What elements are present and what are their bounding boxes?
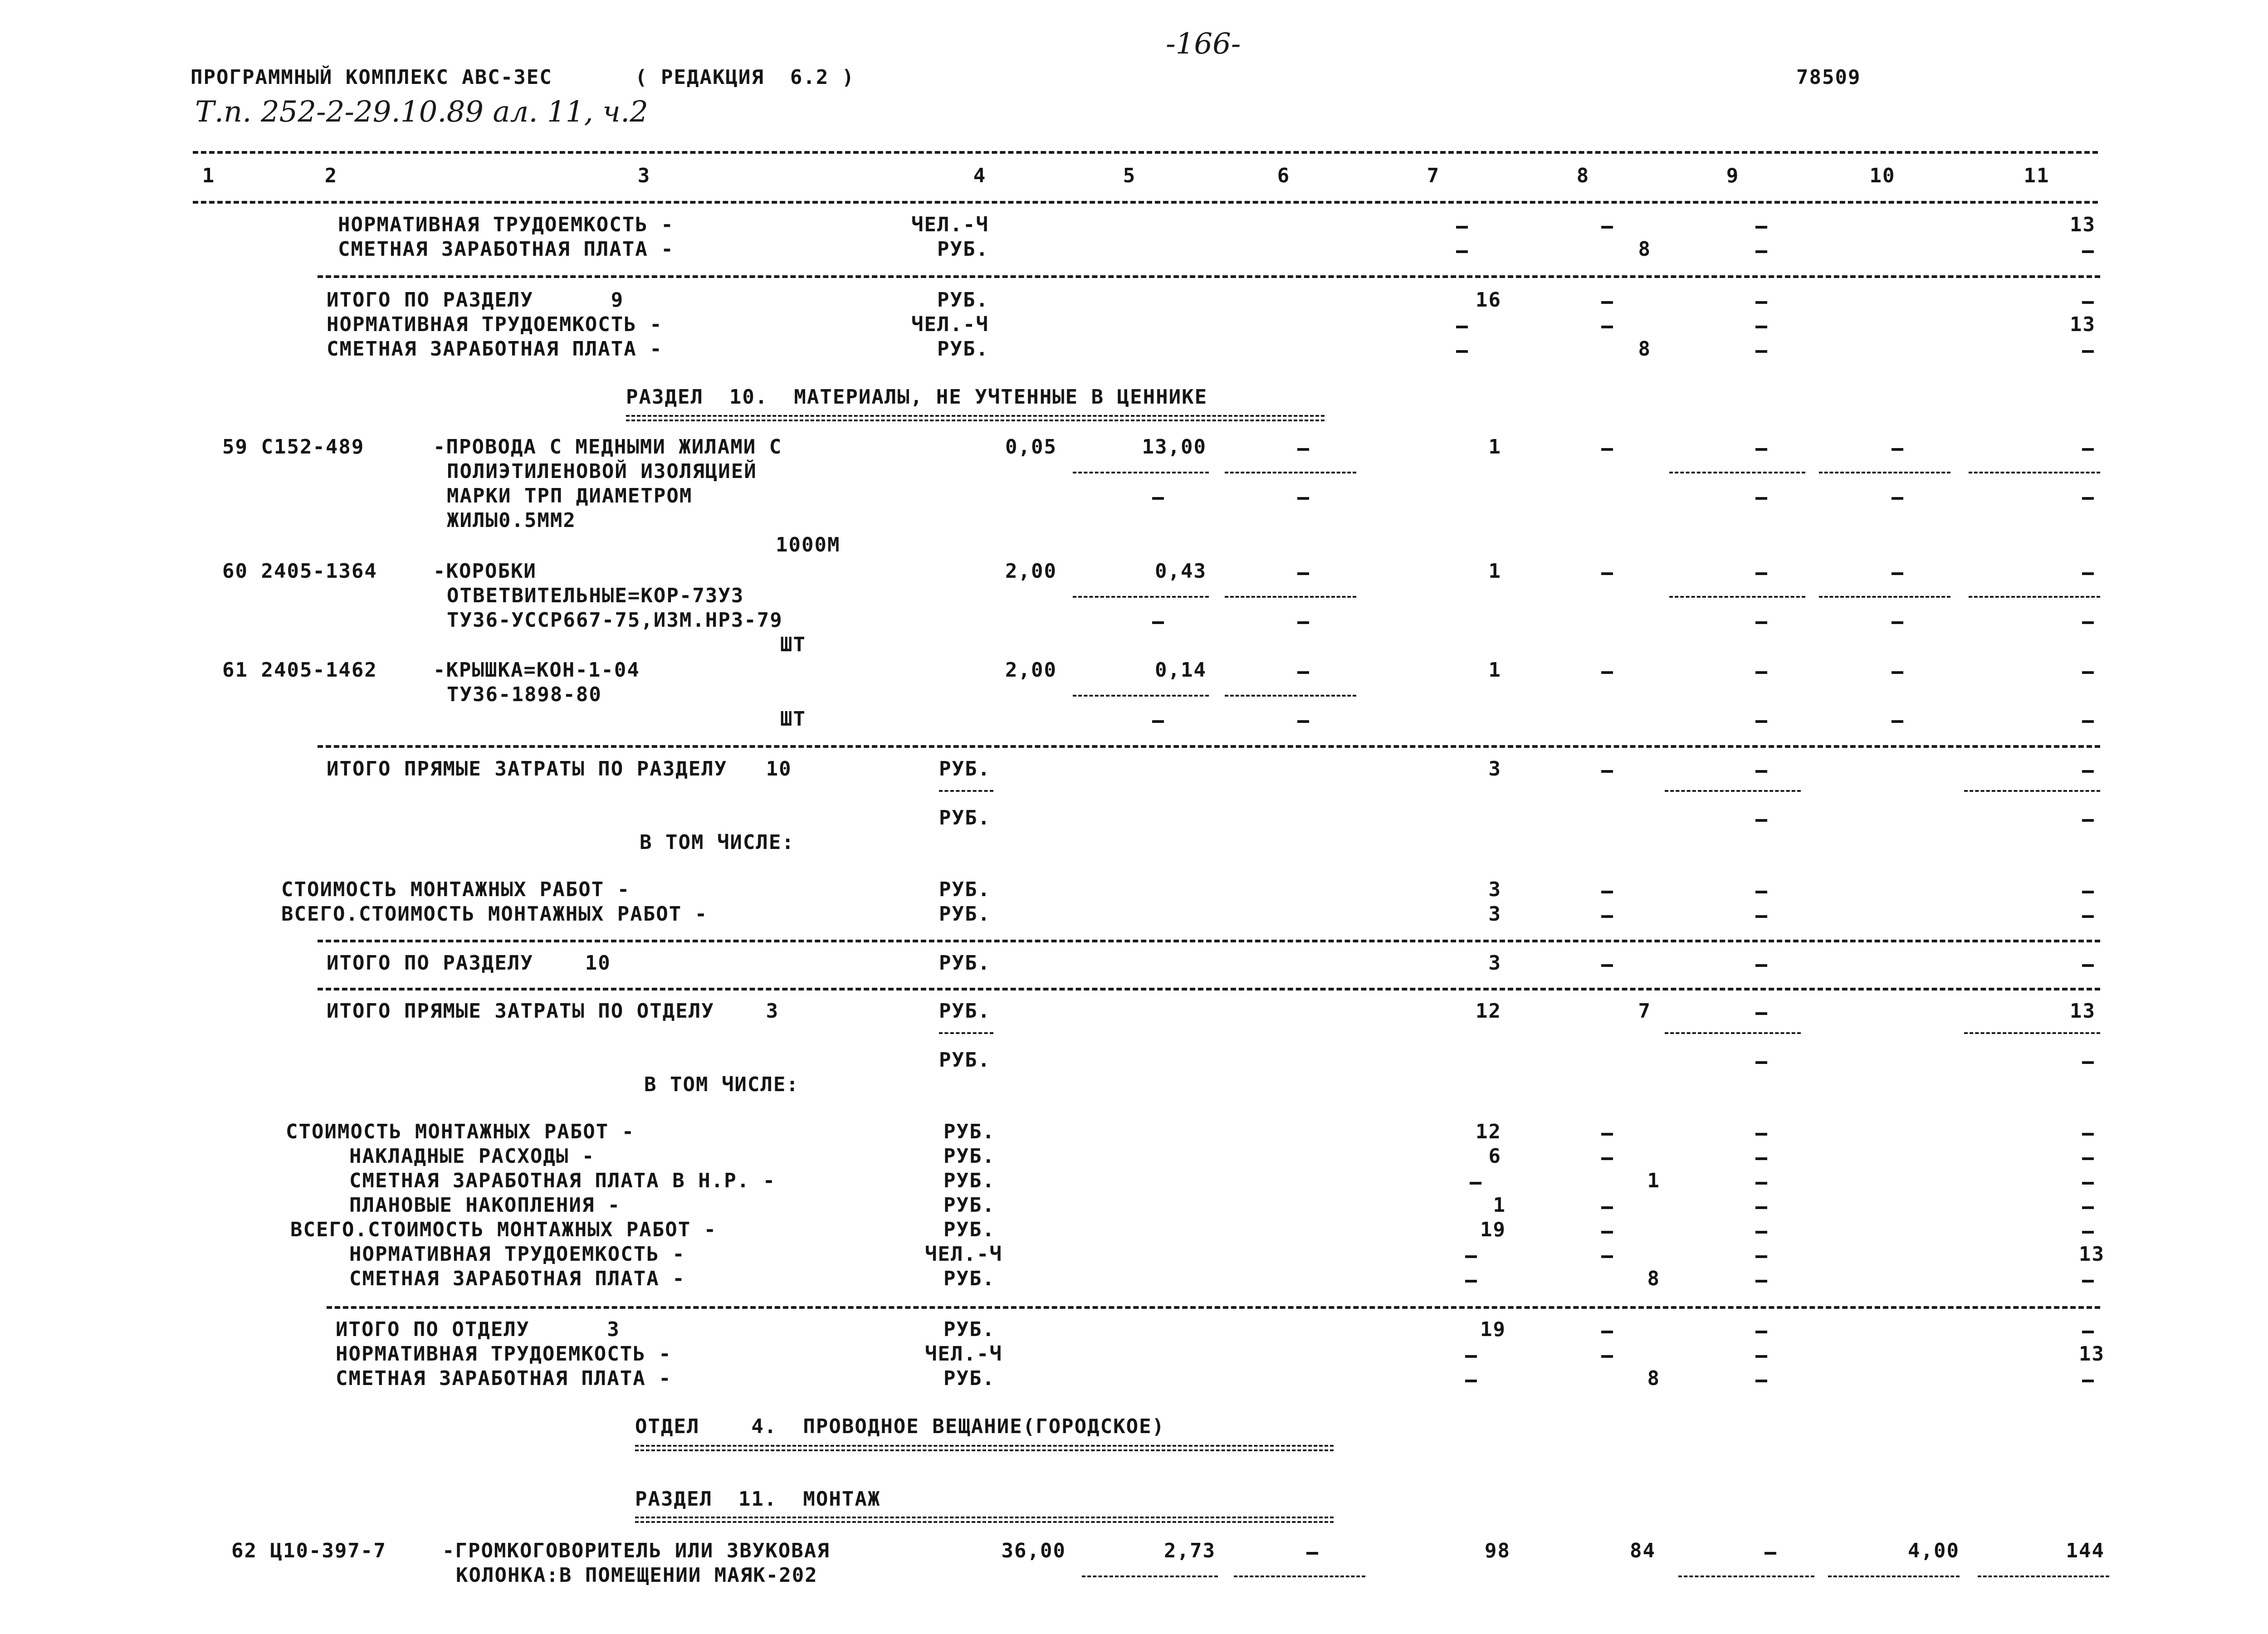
item-number: 61 2405-1462 — [222, 658, 377, 682]
item-qty: 0,05 — [1005, 435, 1057, 458]
row-label: ИТОГО ПО РАЗДЕЛУ 9 — [327, 288, 624, 312]
sub-rule — [1964, 790, 2100, 792]
sub-rule — [1828, 1575, 1960, 1577]
item-description: ЖИЛЫ0.5ММ2 — [447, 509, 576, 532]
item-description: ОТВЕТВИТЕЛЬНЫЕ=КОР-73У3 — [447, 584, 744, 607]
dash-c9 — [1755, 572, 1767, 575]
row-unit: РУБ. — [943, 1120, 995, 1143]
including-label: В ТОМ ЧИСЛЕ: — [640, 831, 795, 854]
row-label: СТОИМОСТЬ МОНТАЖНЫХ РАБОТ - — [281, 878, 631, 901]
dash-c11 — [2082, 1061, 2094, 1064]
value-c7: 12 — [1476, 1120, 1501, 1143]
dash-c11 — [2082, 770, 2094, 773]
section-heading: РАЗДЕЛ 11. МОНТАЖ — [635, 1488, 881, 1511]
dash-c8 — [1601, 1133, 1613, 1136]
col-10: 10 — [1869, 164, 1896, 187]
edition-label: ( РЕДАКЦИЯ 6.2 ) — [635, 66, 855, 89]
value-c7: 3 — [1488, 757, 1501, 780]
sub-rule — [1978, 1575, 2109, 1577]
dash-c9 — [1755, 301, 1767, 304]
row-unit: ЧЕЛ.-Ч — [911, 213, 989, 236]
sub-rule — [939, 790, 993, 792]
dash-c9 — [1755, 1206, 1767, 1209]
dash-c8 — [1601, 915, 1613, 918]
value-c7: 19 — [1480, 1318, 1506, 1341]
dash-c9 — [1755, 1380, 1767, 1382]
dash-c6 — [1297, 448, 1309, 451]
dash-c9 — [1755, 326, 1767, 328]
department-underline — [635, 1445, 1334, 1447]
row-label: НОРМАТИВНАЯ ТРУДОЕМКОСТЬ - — [336, 1342, 672, 1366]
value-c11: 13 — [2079, 1342, 2105, 1366]
sub-rule — [1225, 472, 1356, 473]
value-c8: 8 — [1647, 1267, 1660, 1290]
row-unit: РУБ. — [939, 806, 991, 829]
sub-rule — [1964, 1032, 2100, 1034]
row-unit: РУБ. — [937, 238, 989, 261]
dash-c9 — [1765, 1552, 1776, 1555]
dash-c6 — [1297, 671, 1309, 674]
sub-rule — [1225, 596, 1356, 598]
dash-c9 — [1755, 1157, 1767, 1160]
handwritten-reference: Т.п. 252-2-29.10.89 ал. 11, ч.2 — [195, 95, 648, 129]
row-label: НАКЛАДНЫЕ РАСХОДЫ - — [349, 1145, 595, 1168]
row-label: НОРМАТИВНАЯ ТРУДОЕМКОСТЬ - — [338, 213, 674, 236]
value-c7: 1 — [1488, 560, 1501, 583]
row-label: ИТОГО ПРЯМЫЕ ЗАТРАТЫ ПО ОТДЕЛУ 3 — [327, 1000, 779, 1023]
dash-c11 — [2082, 497, 2094, 500]
row-label: СМЕТНАЯ ЗАРАБОТНАЯ ПЛАТА - — [327, 337, 663, 361]
row-unit: ЧЕЛ.-Ч — [911, 313, 989, 336]
row-unit: РУБ. — [943, 1194, 995, 1217]
row-unit: РУБ. — [943, 1318, 995, 1341]
dash-c8 — [1601, 1231, 1613, 1234]
section-underline — [635, 1517, 1334, 1518]
dash-c8 — [1601, 301, 1613, 304]
row-unit: ЧЕЛ.-Ч — [925, 1243, 1002, 1266]
row-label: ПЛАНОВЫЕ НАКОПЛЕНИЯ - — [349, 1194, 621, 1217]
dash-c8 — [1601, 448, 1613, 451]
item-number: 60 2405-1364 — [222, 560, 377, 583]
row-unit: РУБ. — [939, 878, 991, 901]
value-c10: 4,00 — [1908, 1539, 1960, 1562]
dash-c9 — [1755, 964, 1767, 967]
dash-c6 — [1297, 572, 1309, 575]
dash-c9 — [1755, 448, 1767, 451]
dash-c9 — [1755, 250, 1767, 253]
row-unit: РУБ. — [939, 1049, 991, 1072]
dash-c7 — [1456, 250, 1468, 253]
dash-c11 — [2082, 1133, 2094, 1136]
col-6: 6 — [1277, 164, 1290, 187]
row-unit: РУБ. — [943, 1267, 995, 1290]
sub-rule — [1969, 596, 2100, 598]
dash-c8 — [1601, 1206, 1613, 1209]
dash-c11 — [2082, 1231, 2094, 1234]
dash-c9 — [1755, 497, 1767, 500]
dash-c7 — [1465, 1380, 1477, 1382]
dash-c7 — [1465, 1280, 1477, 1283]
header-bottom-rule — [193, 201, 2098, 204]
item-description: ТУ36-УССР667-75,ИЗМ.НР3-79 — [447, 609, 783, 632]
dash-c6 — [1297, 497, 1309, 500]
dash-c8 — [1601, 1355, 1613, 1358]
dash-c9 — [1755, 1012, 1767, 1015]
dash-c7 — [1456, 226, 1468, 229]
dash-c5 — [1152, 497, 1164, 500]
including-label: В ТОМ ЧИСЛЕ: — [644, 1073, 799, 1096]
separator-rule — [318, 940, 2100, 942]
dash-c10 — [1892, 720, 1903, 723]
value-c7: 3 — [1488, 878, 1501, 901]
value-c8: 1 — [1647, 1169, 1660, 1192]
dash-c8 — [1601, 572, 1613, 575]
value-c8: 8 — [1638, 337, 1651, 361]
col-3: 3 — [637, 164, 651, 187]
dash-c9 — [1755, 671, 1767, 674]
dash-c10 — [1892, 448, 1903, 451]
dash-c9 — [1755, 1231, 1767, 1234]
dash-c9 — [1755, 1133, 1767, 1136]
dash-c5 — [1152, 621, 1164, 624]
row-unit: РУБ. — [939, 757, 991, 780]
dash-c9 — [1755, 1280, 1767, 1283]
dash-c11 — [2082, 448, 2094, 451]
dash-c7 — [1465, 1355, 1477, 1358]
dash-c7 — [1465, 1255, 1477, 1258]
dash-c11 — [2082, 621, 2094, 624]
dash-c7 — [1470, 1182, 1481, 1185]
sub-rule — [1225, 695, 1356, 697]
value-c7: 3 — [1488, 951, 1501, 975]
value-c8: 8 — [1647, 1367, 1660, 1390]
col-11: 11 — [2024, 164, 2050, 187]
sub-rule — [1073, 596, 1209, 598]
document-number: 78509 — [1796, 66, 1861, 89]
row-unit: РУБ. — [937, 288, 989, 312]
header-top-rule — [193, 151, 2098, 154]
row-unit: РУБ. — [943, 1145, 995, 1168]
sub-rule — [1665, 1032, 1801, 1034]
dash-c11 — [2082, 301, 2094, 304]
row-label: ВСЕГО.СТОИМОСТЬ МОНТАЖНЫХ РАБОТ - — [290, 1218, 717, 1241]
item-description: КОЛОНКА:В ПОМЕЩЕНИИ МАЯК-202 — [456, 1564, 818, 1587]
sub-rule — [939, 1032, 993, 1034]
item-unit: 1000М — [776, 533, 841, 556]
value-c8: 84 — [1630, 1539, 1656, 1562]
row-unit: РУБ. — [943, 1218, 995, 1241]
dash-c9 — [1755, 915, 1767, 918]
item-unit: ШТ — [780, 633, 806, 656]
dash-c9 — [1755, 891, 1767, 893]
row-unit: ЧЕЛ.-Ч — [925, 1342, 1002, 1366]
page-number: -166- — [1166, 27, 1241, 61]
value-c8: 8 — [1638, 238, 1651, 261]
dash-c5 — [1152, 720, 1164, 723]
value-c8: 7 — [1638, 1000, 1651, 1023]
dash-c10 — [1892, 671, 1903, 674]
dash-c9 — [1755, 1182, 1767, 1185]
dash-c9 — [1755, 720, 1767, 723]
sub-rule — [1669, 472, 1805, 473]
program-title: ПРОГРАММНЫЙ КОМПЛЕКС АВС-ЗЕС — [191, 66, 552, 89]
value-c7: 1 — [1488, 435, 1501, 458]
dash-c8 — [1601, 770, 1613, 773]
separator-rule — [318, 988, 2100, 990]
dash-c6 — [1297, 621, 1309, 624]
sub-rule — [1234, 1575, 1365, 1577]
dash-c8 — [1601, 671, 1613, 674]
value-c7: 12 — [1476, 1000, 1501, 1023]
value-c7: 6 — [1488, 1145, 1501, 1168]
row-label: ВСЕГО.СТОИМОСТЬ МОНТАЖНЫХ РАБОТ - — [281, 902, 708, 926]
dash-c9 — [1755, 1061, 1767, 1064]
dash-c9 — [1755, 621, 1767, 624]
dash-c9 — [1755, 1331, 1767, 1333]
dash-c6 — [1306, 1552, 1318, 1555]
separator-rule — [327, 1306, 2100, 1309]
row-label: СМЕТНАЯ ЗАРАБОТНАЯ ПЛАТА В Н.Р. - — [349, 1169, 776, 1192]
dash-c8 — [1601, 1255, 1613, 1258]
row-label: НОРМАТИВНАЯ ТРУДОЕМКОСТЬ - — [327, 313, 663, 336]
sub-rule — [1082, 1575, 1218, 1577]
dash-c11 — [2082, 1331, 2094, 1333]
dash-c10 — [1892, 497, 1903, 500]
sub-rule — [1819, 472, 1950, 473]
sub-rule — [1969, 472, 2100, 473]
sub-rule — [1073, 695, 1209, 697]
dash-c11 — [2082, 350, 2094, 353]
separator-rule — [318, 275, 2100, 278]
col-8: 8 — [1576, 164, 1590, 187]
dash-c9 — [1755, 819, 1767, 822]
dash-c10 — [1892, 572, 1903, 575]
item-description: -ГРОМКОГОВОРИТЕЛЬ ИЛИ ЗВУКОВАЯ — [442, 1539, 830, 1562]
dash-c7 — [1456, 326, 1468, 328]
dash-c11 — [2082, 720, 2094, 723]
dash-c11 — [2082, 1280, 2094, 1283]
sub-rule — [1669, 596, 1805, 598]
value-c11: 13 — [2070, 313, 2096, 336]
value-c7: 1 — [1488, 658, 1501, 682]
row-unit: РУБ. — [943, 1169, 995, 1192]
row-unit: РУБ. — [939, 902, 991, 926]
separator-rule — [318, 745, 2100, 748]
sub-rule — [1073, 472, 1209, 473]
dash-c11 — [2082, 250, 2094, 253]
dash-c11 — [2082, 671, 2094, 674]
item-qty: 2,00 — [1005, 560, 1057, 583]
dash-c6 — [1297, 720, 1309, 723]
row-label: СМЕТНАЯ ЗАРАБОТНАЯ ПЛАТА - — [338, 238, 674, 261]
item-price: 0,14 — [1155, 658, 1207, 682]
dash-c9 — [1755, 1355, 1767, 1358]
dash-c8 — [1601, 891, 1613, 893]
dash-c11 — [2082, 572, 2094, 575]
row-label: СМЕТНАЯ ЗАРАБОТНАЯ ПЛАТА - — [349, 1267, 685, 1290]
item-price: 13,00 — [1142, 435, 1207, 458]
item-number: 62 Ц10-397-7 — [231, 1539, 386, 1562]
item-price: 0,43 — [1155, 560, 1207, 583]
value-c7: 98 — [1485, 1539, 1510, 1562]
dash-c11 — [2082, 1157, 2094, 1160]
section-underline — [626, 415, 1325, 417]
value-c7: 1 — [1493, 1194, 1506, 1217]
value-c11: 144 — [2066, 1539, 2105, 1562]
section-heading: РАЗДЕЛ 10. МАТЕРИАЛЫ, НЕ УЧТЕННЫЕ В ЦЕННИКЕ — [626, 385, 1208, 409]
item-qty: 2,00 — [1005, 658, 1057, 682]
department-heading: ОТДЕЛ 4. ПРОВОДНОЕ ВЕЩАНИЕ(ГОРОДСКОЕ) — [635, 1415, 1165, 1438]
value-c11: 13 — [2079, 1243, 2105, 1266]
item-price: 2,73 — [1164, 1539, 1216, 1562]
dash-c11 — [2082, 1206, 2094, 1209]
dash-c7 — [1456, 350, 1468, 353]
item-description: ТУ36-1898-80 — [447, 683, 602, 706]
item-unit: ШТ — [780, 707, 806, 731]
row-unit: РУБ. — [943, 1367, 995, 1390]
row-label: ИТОГО ПРЯМЫЕ ЗАТРАТЫ ПО РАЗДЕЛУ 10 — [327, 757, 792, 780]
dash-c11 — [2082, 1380, 2094, 1382]
value-c7: 16 — [1476, 288, 1501, 312]
dash-c11 — [2082, 964, 2094, 967]
col-1: 1 — [202, 164, 215, 187]
col-2: 2 — [324, 164, 338, 187]
dash-c9 — [1755, 350, 1767, 353]
dash-c9 — [1755, 1255, 1767, 1258]
value-c7: 19 — [1480, 1218, 1506, 1241]
col-4: 4 — [973, 164, 987, 187]
row-label: ИТОГО ПО ОТДЕЛУ 3 — [336, 1318, 620, 1341]
row-label: НОРМАТИВНАЯ ТРУДОЕМКОСТЬ - — [349, 1243, 685, 1266]
row-unit: РУБ. — [939, 1000, 991, 1023]
sub-rule — [1678, 1575, 1814, 1577]
sub-rule — [1665, 790, 1801, 792]
value-c11: 13 — [2070, 1000, 2096, 1023]
dash-c11 — [2082, 819, 2094, 822]
dash-c8 — [1601, 964, 1613, 967]
row-unit: РУБ. — [937, 337, 989, 361]
col-5: 5 — [1123, 164, 1136, 187]
item-qty: 36,00 — [1001, 1539, 1066, 1562]
row-label: ИТОГО ПО РАЗДЕЛУ 10 — [327, 951, 611, 975]
dash-c9 — [1755, 770, 1767, 773]
row-label: СТОИМОСТЬ МОНТАЖНЫХ РАБОТ - — [286, 1120, 635, 1143]
dash-c11 — [2082, 891, 2094, 893]
item-number: 59 С152-489 — [222, 435, 365, 458]
dash-c8 — [1601, 1331, 1613, 1333]
dash-c8 — [1601, 1157, 1613, 1160]
row-label: СМЕТНАЯ ЗАРАБОТНАЯ ПЛАТА - — [336, 1367, 672, 1390]
col-7: 7 — [1427, 164, 1440, 187]
dash-c11 — [2082, 915, 2094, 918]
item-description: -КОРОБКИ — [433, 560, 537, 583]
item-description: -КРЫШКА=КОН-1-04 — [433, 658, 640, 682]
dash-c10 — [1892, 621, 1903, 624]
value-c11: 13 — [2070, 213, 2096, 236]
dash-c9 — [1755, 226, 1767, 229]
dash-c8 — [1601, 326, 1613, 328]
sub-rule — [1819, 596, 1950, 598]
item-description: -ПРОВОДА С МЕДНЫМИ ЖИЛАМИ С — [433, 435, 782, 458]
item-description: ПОЛИЭТИЛЕНОВОЙ ИЗОЛЯЦИЕЙ — [447, 460, 757, 483]
dash-c8 — [1601, 226, 1613, 229]
item-description: МАРКИ ТРП ДИАМЕТРОМ — [447, 484, 693, 507]
col-9: 9 — [1726, 164, 1740, 187]
row-unit: РУБ. — [939, 951, 991, 975]
value-c7: 3 — [1488, 902, 1501, 926]
dash-c11 — [2082, 1182, 2094, 1185]
